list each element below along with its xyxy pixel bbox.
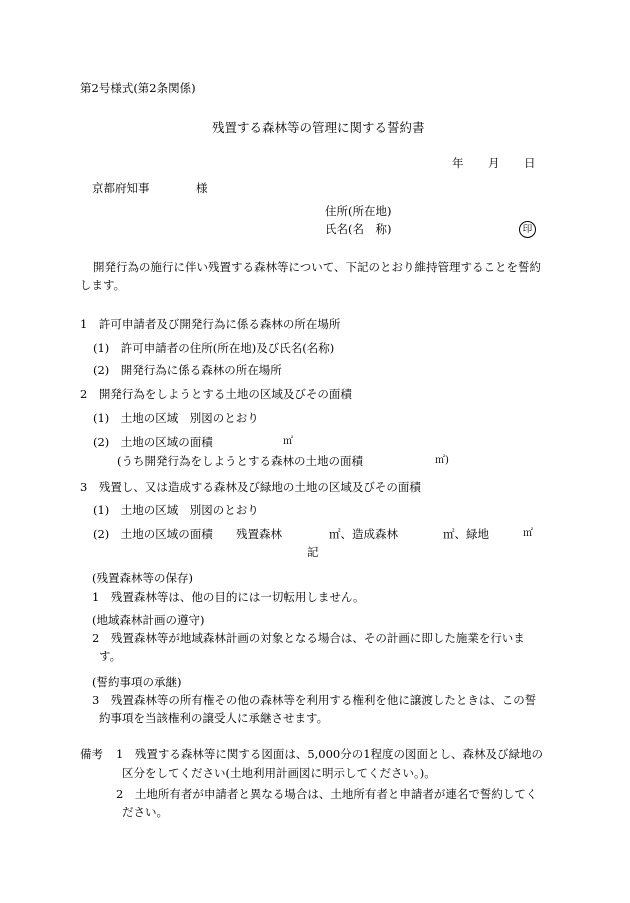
date-month: 月 [488,156,500,170]
name-label: 氏名(名 称) [325,222,392,236]
pledge-1-line-1: 1 残置森林等は、他の目的には一切転用しません。 [92,590,365,604]
pledge-2-heading: (地域森林計画の遵守) [92,613,205,627]
section-2-item-2-sub-unit: ㎡) [435,455,449,466]
section-1-item-2: (2) 開発行為に係る森林の所在場所 [93,363,282,377]
section-3-item-1: (1) 土地の区域 別図のとおり [93,503,259,517]
section-1-item-1: (1) 許可申請者の住所(所在地)及び氏名(名称) [93,341,335,355]
remarks-note-2-line-1: 2 土地所有者が申請者と異なる場合は、土地所有者と申請者が連名で誓約してく [116,787,538,801]
section-2-item-2-unit: ㎡ [283,436,293,447]
date-year: 年 [452,156,464,170]
addressee-honorific: 様 [196,181,208,195]
ki-marker: 記 [307,545,319,559]
remarks-note-2-line-2: ださい。 [122,805,168,819]
pledge-3-line-1: 3 残置森林等の所有権その他の森林等を利用する権利を他に譲渡したときは、この誓 [92,693,537,707]
section-3-remaining-forest: 残置森林 [236,527,282,541]
section-2-item-1: (1) 土地の区域 別図のとおり [93,411,259,425]
section-2-item-2: (2) 土地の区域の面積 [93,435,213,449]
remarks-note-1-line-1: 1 残置する森林等に関する図面は、5,000分の1程度の図面とし、森林及び緑地の [116,747,544,761]
pledge-2-line-2: す。 [99,649,122,663]
pledge-2-line-1: 2 残置森林等が地域森林計画の対象となる場合は、その計画に即した施業を行いま [92,631,525,645]
section-2-item-2-sub: (うち開発行為をしようとする森林の土地の面積 [117,454,363,468]
pledge-1-heading: (残置森林等の保存) [92,571,193,585]
intro-line-2: します。 [80,278,126,292]
pledge-3-line-2: 約事項を当該権利の譲受人に承継させます。 [99,711,329,725]
remarks-label: 備考 [80,747,103,761]
section-3-area-unit: ㎡ [523,528,533,539]
remarks-note-1-line-2: 区分をしてください(土地利用計画図に明示してください。)。 [122,766,436,780]
date-day: 日 [524,156,536,170]
section-1-heading: 1 許可申請者及び開発行為に係る森林の所在場所 [80,317,341,331]
addressee-name: 京都府知事 [92,181,150,195]
section-3-item-2: (2) 土地の区域の面積 [93,527,213,541]
form-number: 第2号様式(第2条関係) [80,81,196,95]
document-title: 残置する森林等の管理に関する誓約書 [212,120,425,135]
section-3-created-forest: ㎡、造成森林 [329,527,398,541]
seal-mark: 印 [519,221,536,238]
section-2-heading: 2 開発行為をしようとする土地の区域及びその面積 [80,387,352,401]
pledge-3-heading: (誓約事項の承継) [92,675,182,689]
intro-line-1: 開発行為の施行に伴い残置する森林等について、下記のとおり維持管理することを誓約 [93,260,542,274]
section-3-heading: 3 残置し、又は造成する森林及び緑地の土地の区域及びその面積 [80,480,421,494]
section-3-green-space: ㎡、緑地 [443,527,489,541]
address-label: 住所(所在地) [325,204,392,218]
